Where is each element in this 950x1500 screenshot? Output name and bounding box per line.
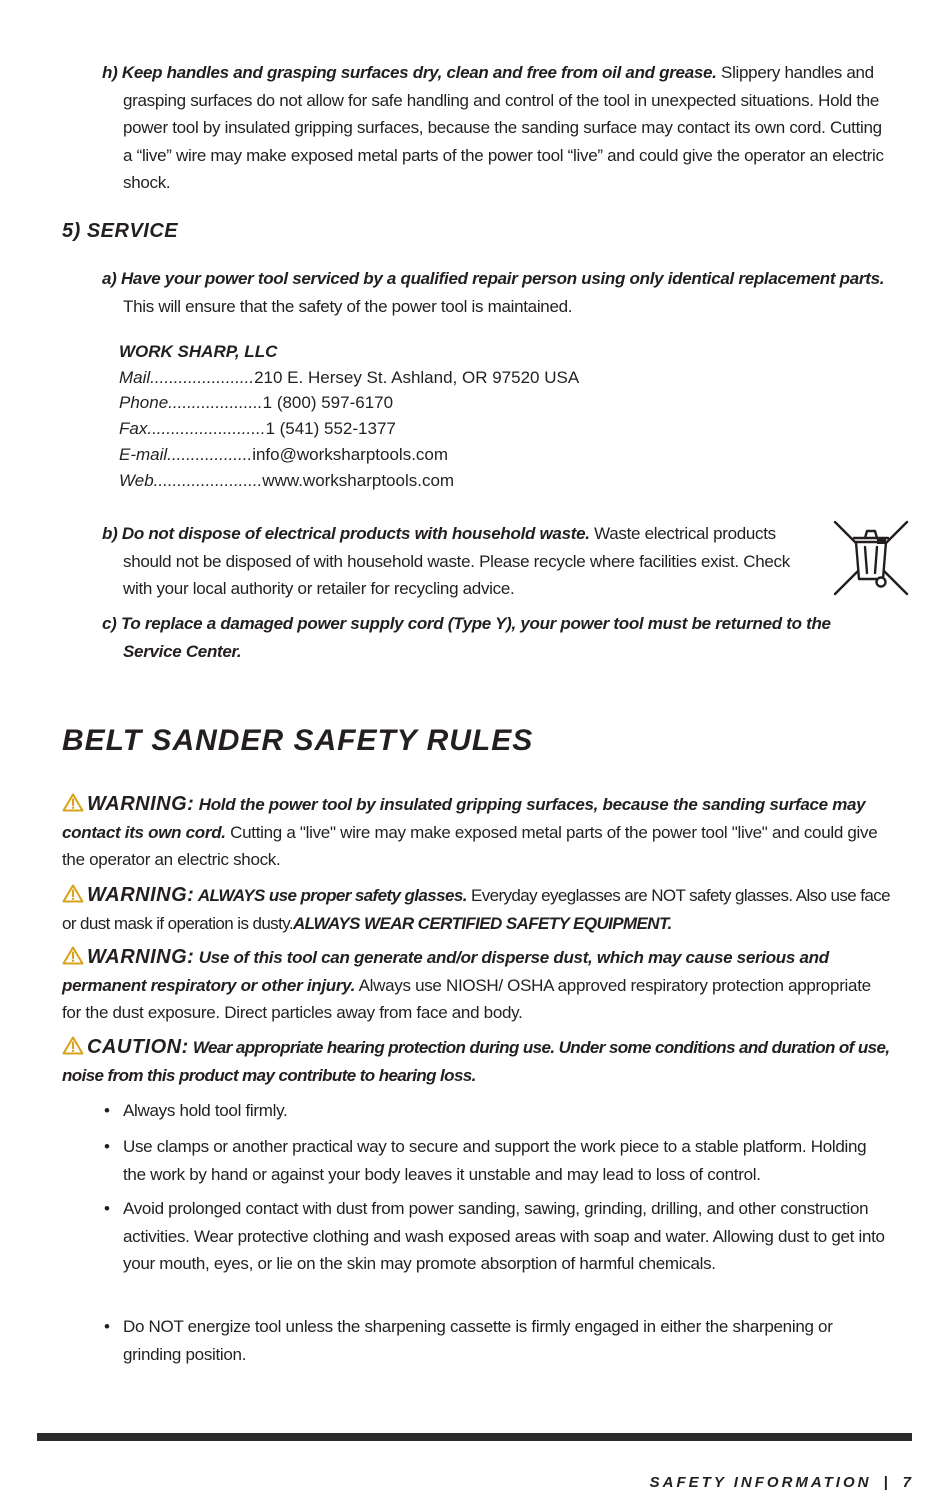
bullet-text: Holding the work by hand or against your body leaves it unstable and may lead to loss of control. bbox=[123, 1137, 867, 1184]
item-b-bold: b) Do not dispose of electrical products with household waste. bbox=[102, 524, 590, 543]
bullet-bold: Do NOT energize tool unless the sharpening cassette is firmly engaged in either the sharpening or grinding position. bbox=[123, 1317, 833, 1364]
warning-text: Everyday eyeglasses are NOT safety glasses. Also use face or dust mask if operation is dusty. bbox=[62, 886, 890, 933]
item-h-bold: h) Keep handles and grasping surfaces dry, clean and free from oil and grease. bbox=[102, 63, 717, 82]
contact-dots: ......................... bbox=[147, 419, 266, 439]
warning-bold: Use of this tool can generate and/or disperse dust, which may cause serious and permanent respiratory or other injury. bbox=[62, 948, 829, 995]
item-h-text: Slippery handles and grasping surfaces do not allow for safe handling and control of the tool in unexpected situations. Hold the power tool by insulated gripping surfaces, because the sanding surface may contact its own cord. Cutting a “live” wire may make exposed metal parts of the power tool “live” and could give the operator an electric shock. bbox=[123, 63, 884, 192]
service-heading: 5) SERVICE bbox=[62, 220, 179, 242]
bullet-dot: • bbox=[104, 1137, 110, 1156]
company-name: WORK SHARP, LLC bbox=[119, 342, 278, 361]
warning-label: WARNING: bbox=[87, 884, 195, 906]
contact-key: Web bbox=[119, 470, 154, 490]
contact-row-web bbox=[119, 468, 579, 494]
warning-triangle-icon bbox=[62, 1036, 84, 1055]
caution-1 bbox=[62, 1034, 892, 1089]
bullet-item bbox=[104, 1313, 893, 1368]
warning-triangle-icon bbox=[62, 946, 84, 965]
service-item-b bbox=[102, 520, 798, 603]
footer-rule bbox=[37, 1433, 912, 1441]
service-intro-h bbox=[102, 59, 893, 197]
warning-triangle-icon bbox=[62, 793, 84, 812]
contact-dots: ...................... bbox=[150, 367, 255, 387]
page-footer bbox=[650, 1474, 914, 1491]
caution-bold: Wear appropriate hearing protection during use. Under some conditions and duration of use, noise from this product may contribute to hearing loss. bbox=[62, 1038, 890, 1085]
footer-section: SAFETY INFORMATION bbox=[649, 1474, 872, 1491]
page-number: 7 bbox=[902, 1474, 914, 1491]
item-b-text: Waste electrical products should not be disposed of with household waste. Please recycle where facilities exist. Check with your local authority or retailer for recycling advice. bbox=[123, 524, 790, 598]
service-item-a bbox=[102, 265, 893, 320]
contact-dots: ....................... bbox=[153, 470, 263, 490]
warning-3 bbox=[62, 944, 892, 1027]
contact-value: 1 (541) 552-1377 bbox=[265, 419, 396, 439]
contact-value: 210 E. Hersey St. Ashland, OR 97520 USA bbox=[254, 367, 580, 387]
bullet-text: Allowing dust to get into your mouth, eyes, or lie on the skin may promote absorption of harmful chemicals. bbox=[123, 1226, 885, 1273]
warning-text: Always use NIOSH/ OSHA approved respiratory protection appropriate for the dust exposure. Direct particles away from face and body. bbox=[62, 975, 871, 1022]
warning-text: Cutting a "live" wire may make exposed metal parts of the power tool "live" and could give the operator an electric shock. bbox=[62, 822, 878, 869]
warning-label: WARNING: bbox=[87, 946, 195, 968]
contact-value[interactable]: info@worksharptools.com bbox=[252, 444, 449, 464]
bullet-bold: Avoid prolonged contact with dust from power sanding, sawing, grinding, drilling, and other construction activities. Wear protective clothing and wash exposed areas with soap and water. bbox=[123, 1199, 869, 1246]
bullet-bold: Use clamps or another practical way to secure and support the work piece to a stable platform. bbox=[123, 1137, 807, 1156]
warning-label: WARNING: bbox=[87, 793, 195, 815]
warning-bold: Hold the power tool by insulated gripping surfaces, because the sanding surface may contact its own cord. bbox=[62, 795, 866, 842]
crossed-out-wheelie-bin-icon bbox=[832, 519, 910, 597]
footer-separator: | bbox=[883, 1474, 891, 1491]
contact-key: E-mail bbox=[119, 444, 168, 464]
bullet-dot: • bbox=[104, 1199, 110, 1218]
caution-label: CAUTION: bbox=[87, 1036, 189, 1058]
contact-row-fax bbox=[119, 416, 579, 442]
bullet-bold: Always hold tool firmly. bbox=[123, 1101, 288, 1120]
bullet-dot: • bbox=[104, 1101, 110, 1120]
contact-dots: .................... bbox=[168, 393, 263, 413]
bullet-item bbox=[104, 1097, 893, 1125]
contact-key: Phone bbox=[119, 393, 169, 413]
warning-bold-tail: ALWAYS WEAR CERTIFIED SAFETY EQUIPMENT. bbox=[292, 913, 672, 933]
contact-key: Mail bbox=[119, 367, 151, 387]
contact-key: Fax bbox=[119, 419, 148, 439]
item-c-bold: c) To replace a damaged power supply cord (Type Y), your power tool must be returned to the Service Center. bbox=[102, 614, 831, 661]
warning-triangle-icon bbox=[62, 884, 84, 903]
contact-value: 1 (800) 597-6170 bbox=[262, 393, 394, 413]
item-a-text: This will ensure that the safety of the power tool is maintained. bbox=[123, 296, 573, 316]
bullet-dot: • bbox=[104, 1317, 110, 1336]
warning-bold: ALWAYS use proper safety glasses. bbox=[194, 886, 467, 905]
warning-1 bbox=[62, 791, 892, 874]
bullet-item bbox=[104, 1133, 893, 1188]
warning-2 bbox=[62, 882, 892, 937]
contact-dots: .................. bbox=[167, 444, 253, 464]
service-item-c bbox=[102, 610, 893, 665]
bullet-item bbox=[104, 1195, 893, 1278]
company-contact bbox=[119, 339, 579, 493]
contact-value[interactable]: www.worksharptools.com bbox=[262, 470, 455, 490]
contact-row-phone bbox=[119, 390, 579, 416]
contact-row-mail bbox=[119, 365, 579, 391]
contact-row-email bbox=[119, 442, 579, 468]
belt-sander-title: BELT SANDER SAFETY RULES bbox=[62, 724, 534, 757]
item-a-bold: a) Have your power tool serviced by a qualified repair person using only identical replacement parts. bbox=[102, 269, 885, 288]
